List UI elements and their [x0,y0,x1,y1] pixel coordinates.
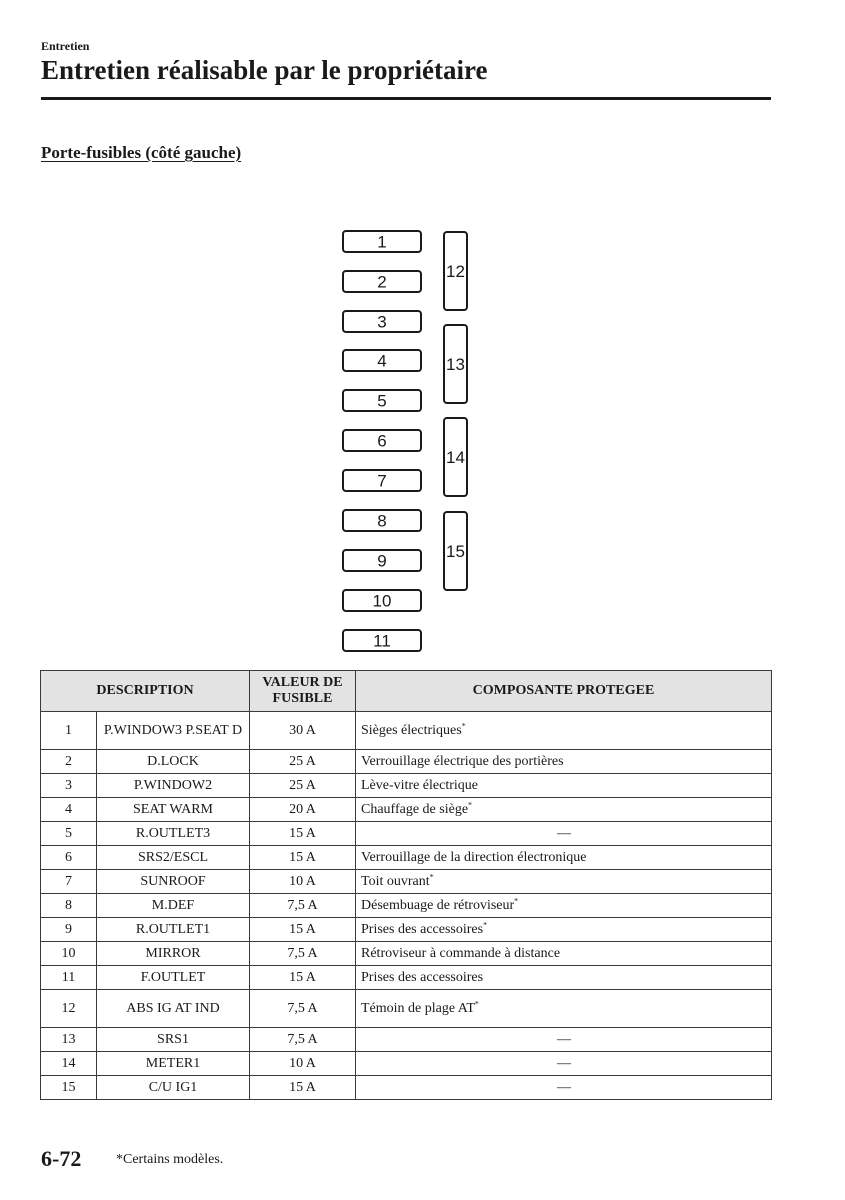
fuse-number: 6 [377,431,387,451]
fuse-rating-cell: 7,5 A [250,894,356,918]
table-row [41,822,772,846]
fuse-name-cell: R.OUTLET1 [97,918,250,942]
protected-component-cell [356,712,772,750]
protected-component-cell [356,966,772,990]
fuse-table [40,670,772,1100]
fuse-slot-15 [444,512,467,590]
fuse-slot-7 [343,470,421,491]
component-text: Rétroviseur à commande à distance [361,945,561,961]
table-row [41,774,772,798]
fuse-number-cell: 13 [41,1028,97,1052]
footnote-marker: * [461,720,466,730]
fuse-slot-4 [343,350,421,371]
table-row [41,894,772,918]
component-text: Verrouillage de la direction électronique [361,849,587,865]
fuse-number: 4 [377,351,387,371]
protected-component-cell [356,870,772,894]
fuse-number: 2 [377,272,387,292]
component-text: Sièges électriques [361,722,462,738]
table-row [41,918,772,942]
fuse-slot-5 [343,390,421,411]
table-row [41,712,772,750]
fuse-slot-12 [444,232,467,310]
fuse-number: 7 [377,471,387,491]
protected-component-cell [356,798,772,822]
fuse-name-cell: F.OUTLET [97,966,250,990]
fuse-number: 8 [377,511,387,531]
fuse-number: 1 [377,232,387,252]
fuse-number-cell: 4 [41,798,97,822]
fuse-name-cell: MIRROR [97,942,250,966]
fuse-name-cell: C/U IG1 [97,1076,250,1100]
footnote: *Certains modèles. [116,1152,224,1167]
fuse-rating-cell: 15 A [250,966,356,990]
fuse-number-cell: 6 [41,846,97,870]
fuse-name-cell: SRS1 [97,1028,250,1052]
protected-component-cell [356,750,772,774]
fuse-slot-11 [343,630,421,651]
header-protected-component: COMPOSANTE PROTEGEE [356,671,772,712]
fuse-number-cell: 14 [41,1052,97,1076]
component-text: — [557,1031,571,1047]
component-text: — [557,825,571,841]
fuse-number-cell: 1 [41,712,97,750]
fuse-rating-cell: 7,5 A [250,1028,356,1052]
component-text: Toit ouvrant [361,873,430,889]
protected-component-cell [356,990,772,1028]
fuse-slot-9 [343,550,421,571]
fuse-name-cell: D.LOCK [97,750,250,774]
fuse-name-cell: P.WINDOW2 [97,774,250,798]
table-row [41,966,772,990]
fuse-name-cell: ABS IG AT IND [97,990,250,1028]
fuse-number-cell: 2 [41,750,97,774]
fuse-rating-cell: 10 A [250,1052,356,1076]
fuse-rating-cell: 30 A [250,712,356,750]
footnote-marker: * [474,998,479,1008]
fuse-name-cell: M.DEF [97,894,250,918]
header-fuse-rating: VALEUR DE FUSIBLE [250,671,356,712]
component-text: Verrouillage électrique des portières [361,753,564,769]
fuse-slot-6 [343,430,421,451]
fuse-rating-cell: 15 A [250,822,356,846]
fuse-slot-14 [444,418,467,496]
footnote-marker: * [483,919,488,929]
fuse-name-cell: SUNROOF [97,870,250,894]
fuse-rating-cell: 10 A [250,870,356,894]
table-row [41,990,772,1028]
component-text: Lève-vitre électrique [361,777,478,793]
fuse-box-svg [340,228,480,658]
section-label: Entretien [41,39,90,53]
table-row [41,1028,772,1052]
fuse-slot-3 [343,311,421,332]
component-text: — [557,1055,571,1071]
fuse-number-cell: 12 [41,990,97,1028]
protected-component-cell [356,1076,772,1100]
fuse-name-cell: SEAT WARM [97,798,250,822]
fuse-number-cell: 15 [41,1076,97,1100]
table-row [41,846,772,870]
header-description: DESCRIPTION [41,671,250,712]
fuse-number: 13 [446,355,465,374]
title-rule [41,97,771,100]
protected-component-cell [356,942,772,966]
fuse-number-cell: 8 [41,894,97,918]
protected-component-cell [356,894,772,918]
fuse-number: 10 [372,591,392,611]
fuse-slot-13 [444,325,467,403]
fuse-rating-cell: 15 A [250,1076,356,1100]
fuse-slot-1 [343,231,421,252]
protected-component-cell [356,1052,772,1076]
fuse-number-cell: 10 [41,942,97,966]
fuse-rating-cell: 25 A [250,774,356,798]
component-text: Désembuage de rétroviseur [361,897,515,913]
fuse-rating-cell: 20 A [250,798,356,822]
component-text: Prises des accessoires [361,969,484,985]
table-row [41,942,772,966]
fuse-slot-10 [343,590,421,611]
fuse-number-cell: 3 [41,774,97,798]
component-text: Chauffage de siège [361,801,469,817]
fuse-slot-2 [343,271,421,292]
fuse-number: 9 [377,551,387,571]
fuse-number: 15 [446,542,465,561]
table-row [41,750,772,774]
protected-component-cell [356,846,772,870]
footnote-marker: * [468,799,473,809]
fuse-number: 5 [377,391,387,411]
fuse-number-cell: 7 [41,870,97,894]
fuse-name-cell: R.OUTLET3 [97,822,250,846]
table-row [41,1076,772,1100]
protected-component-cell [356,1028,772,1052]
table-row [41,870,772,894]
footnote-marker: * [514,895,519,905]
fuse-name-cell: P.WINDOW3 P.SEAT D [97,712,250,750]
subheading: Porte-fusibles (côté gauche) [41,143,242,162]
fuse-number: 14 [446,448,465,467]
fuse-number-cell: 9 [41,918,97,942]
fuse-rating-cell: 25 A [250,750,356,774]
fuse-rating-cell: 7,5 A [250,942,356,966]
table-row [41,1052,772,1076]
fuse-rating-cell: 15 A [250,918,356,942]
footnote-marker: * [429,871,434,881]
component-text: Témoin de plage AT [361,1000,475,1016]
fuse-number: 12 [446,262,465,281]
fuse-number-cell: 11 [41,966,97,990]
fuse-number: 11 [373,631,391,651]
fuse-name-cell: SRS2/ESCL [97,846,250,870]
fuse-box-diagram [340,228,480,658]
protected-component-cell [356,822,772,846]
page-number: 6-72 [41,1146,82,1171]
table-header-row [41,671,772,712]
page-title: Entretien réalisable par le propriétaire [41,55,488,85]
protected-component-cell [356,774,772,798]
fuse-number-cell: 5 [41,822,97,846]
fuse-rating-cell: 15 A [250,846,356,870]
component-text: Prises des accessoires [361,921,484,937]
component-text: — [557,1079,571,1095]
fuse-slot-8 [343,510,421,531]
fuse-number: 3 [377,312,387,332]
protected-component-cell [356,918,772,942]
fuse-name-cell: METER1 [97,1052,250,1076]
table-row [41,798,772,822]
fuse-rating-cell: 7,5 A [250,990,356,1028]
